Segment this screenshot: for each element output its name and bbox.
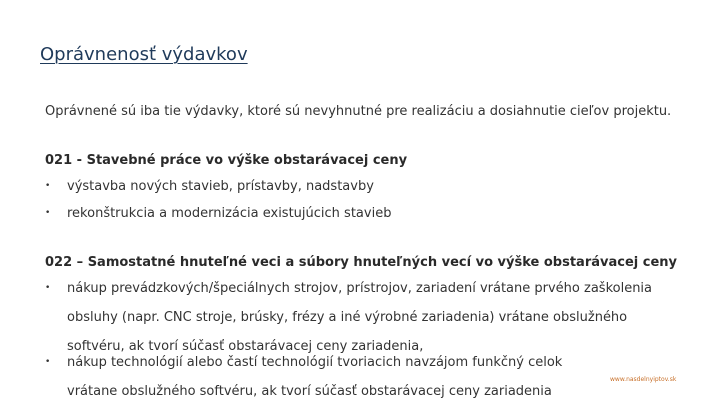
list-item — [45, 172, 675, 201]
bullet-icon: • — [45, 208, 51, 218]
list-item-text: rekonštrukcia a modernizácia existujúcich stavieb — [67, 206, 392, 221]
section-heading-021: 021 - Stavebné práce vo výške obstarávacej ceny — [45, 153, 408, 168]
bullet-icon: • — [45, 357, 51, 367]
list-item-text: výstavba nových stavieb, prístavby, nadstavby — [67, 179, 374, 194]
bullet-icon: • — [45, 283, 51, 293]
list-item — [45, 348, 605, 406]
bullet-icon: • — [45, 181, 51, 191]
footer-url[interactable]: www.nasdelnyiptov.sk — [610, 376, 677, 383]
list-item-text: nákup technológií alebo častí technológií tvoriacich navzájom funkčný celok vrátane obslužného softvéru, ak tvorí súčasť obstarávacej ceny zariadenia — [67, 355, 563, 399]
section-heading-022: 022 – Samostatné hnuteľné veci a súbory hnuteľných vecí vo výške obstarávacej ceny — [45, 255, 678, 270]
intro-text: Oprávnené sú iba tie výdavky, ktoré sú nevyhnutné pre realizáciu a dosiahnutie cieľov projektu. — [45, 104, 672, 119]
slide-title: Oprávnenosť výdavkov — [40, 44, 248, 65]
list-item-text: nákup prevádzkových/špeciálnych strojov, prístrojov, zariadení vrátane prvého zaškolenia obsluhy (napr. CNC stroje, brúsky, frézy a iné výrobné zariadenia) vrátane obslužného softvéru, ak tvorí súčasť obstarávacej ceny zariadenia, — [67, 281, 653, 354]
list-item — [45, 199, 675, 228]
